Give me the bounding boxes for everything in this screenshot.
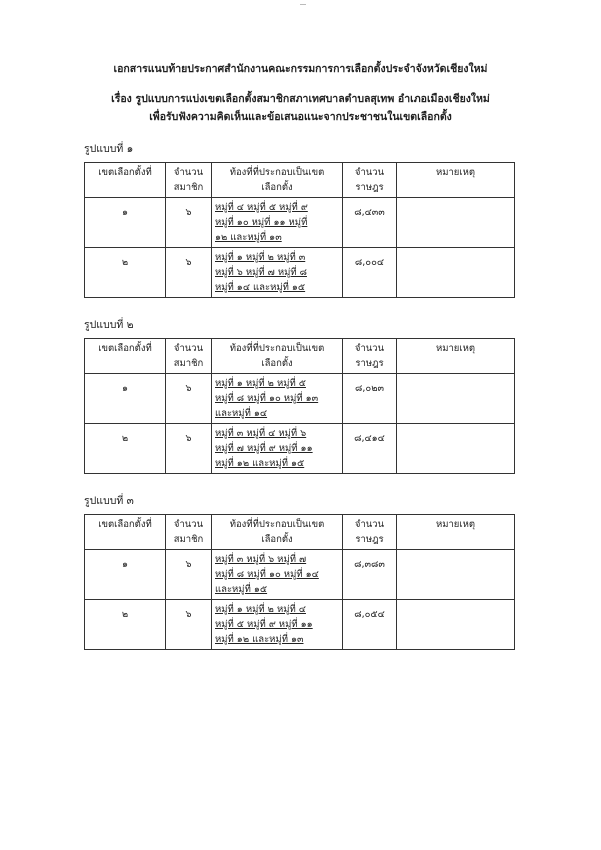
remark-cell [397, 424, 515, 474]
col-zone-header: เขตเลือกตั้งที่ [85, 515, 166, 550]
population-cell: ๘,๔๑๔ [343, 424, 397, 474]
zone-table-2 [84, 338, 515, 474]
members-cell: ๖ [166, 198, 212, 248]
col-remark-header: หมายเหตุ [397, 163, 515, 198]
population-cell: ๘,๔๓๓ [343, 198, 397, 248]
remark-cell [397, 198, 515, 248]
document-subject: เรื่อง รูปแบบการแบ่งเขตเลือกตั้งสมาชิกสภาเทศบาลตำบลสุเทพ อำเภอเมืองเชียงใหม่ [111, 93, 490, 105]
table-header-row [85, 515, 515, 550]
model-label-2: รูปแบบที่ ๒ [84, 319, 134, 331]
table-row [85, 248, 515, 298]
members-cell: ๖ [166, 374, 212, 424]
remark-cell [397, 374, 515, 424]
zone-cell: ๑ [85, 198, 166, 248]
col-population-header: จำนวน ราษฎร [343, 163, 397, 198]
villages-cell: หมู่ที่ ๓ หมู่ที่ ๔ หมู่ที่ ๖ หมู่ที่ ๗ หมู่ที่ ๙ หมู่ที่ ๑๑ หมู่ที่ ๑๒ และหมู่ที่ ๑๕ [212, 424, 343, 474]
table-row [85, 550, 515, 600]
zone-cell: ๒ [85, 248, 166, 298]
population-cell: ๘,๓๘๓ [343, 550, 397, 600]
villages-cell: หมู่ที่ ๔ หมู่ที่ ๕ หมู่ที่ ๙ หมู่ที่ ๑๐ หมู่ที่ ๑๑ หมู่ที่ ๑๒ และหมู่ที่ ๑๓ [212, 198, 343, 248]
document-subject-line2: เพื่อรับฟังความคิดเห็นและข้อเสนอแนะจากประชาชนในเขตเลือกตั้ง [149, 111, 452, 123]
scan-mark [300, 0, 306, 5]
remark-cell [397, 248, 515, 298]
col-remark-header: หมายเหตุ [397, 339, 515, 374]
remark-cell [397, 550, 515, 600]
members-cell: ๖ [166, 600, 212, 650]
villages-cell: หมู่ที่ ๑ หมู่ที่ ๒ หมู่ที่ ๓ หมู่ที่ ๖ หมู่ที่ ๗ หมู่ที่ ๘ หมู่ที่ ๑๔ และหมู่ที่ ๑๕ [212, 248, 343, 298]
zone-table-3 [84, 514, 515, 650]
population-cell: ๘,๐๐๔ [343, 248, 397, 298]
col-remark-header: หมายเหตุ [397, 515, 515, 550]
col-members-header: จำนวน สมาชิก [166, 339, 212, 374]
members-cell: ๖ [166, 248, 212, 298]
villages-cell: หมู่ที่ ๓ หมู่ที่ ๖ หมู่ที่ ๗ หมู่ที่ ๘ หมู่ที่ ๑๐ หมู่ที่ ๑๔ และหมู่ที่ ๑๕ [212, 550, 343, 600]
zone-table-1 [84, 162, 515, 298]
table-header-row [85, 163, 515, 198]
col-members-header: จำนวน สมาชิก [166, 163, 212, 198]
col-population-header: จำนวน ราษฎร [343, 515, 397, 550]
table-row [85, 198, 515, 248]
col-villages-header: ท้องที่ที่ประกอบเป็นเขต เลือกตั้ง [212, 163, 343, 198]
table-row [85, 600, 515, 650]
model-label-3: รูปแบบที่ ๓ [84, 495, 134, 507]
table-header-row [85, 339, 515, 374]
table-row [85, 374, 515, 424]
col-population-header: จำนวน ราษฎร [343, 339, 397, 374]
population-cell: ๘,๐๕๔ [343, 600, 397, 650]
zone-cell: ๑ [85, 374, 166, 424]
col-zone-header: เขตเลือกตั้งที่ [85, 339, 166, 374]
zone-cell: ๑ [85, 550, 166, 600]
villages-cell: หมู่ที่ ๑ หมู่ที่ ๒ หมู่ที่ ๔ หมู่ที่ ๕ หมู่ที่ ๙ หมู่ที่ ๑๑ หมู่ที่ ๑๒ และหมู่ที่ ๑๓ [212, 600, 343, 650]
col-villages-header: ท้องที่ที่ประกอบเป็นเขต เลือกตั้ง [212, 515, 343, 550]
document-title: เอกสารแนบท้ายประกาศสำนักงานคณะกรรมการการเลือกตั้งประจำจังหวัดเชียงใหม่ [113, 63, 488, 75]
population-cell: ๘,๐๒๓ [343, 374, 397, 424]
model-label-1: รูปแบบที่ ๑ [84, 143, 134, 155]
zone-cell: ๒ [85, 600, 166, 650]
col-villages-header: ท้องที่ที่ประกอบเป็นเขต เลือกตั้ง [212, 339, 343, 374]
villages-cell: หมู่ที่ ๑ หมู่ที่ ๒ หมู่ที่ ๕ หมู่ที่ ๘ หมู่ที่ ๑๐ หมู่ที่ ๑๓ และหมู่ที่ ๑๔ [212, 374, 343, 424]
col-zone-header: เขตเลือกตั้งที่ [85, 163, 166, 198]
members-cell: ๖ [166, 550, 212, 600]
members-cell: ๖ [166, 424, 212, 474]
remark-cell [397, 600, 515, 650]
col-members-header: จำนวน สมาชิก [166, 515, 212, 550]
table-row [85, 424, 515, 474]
zone-cell: ๒ [85, 424, 166, 474]
